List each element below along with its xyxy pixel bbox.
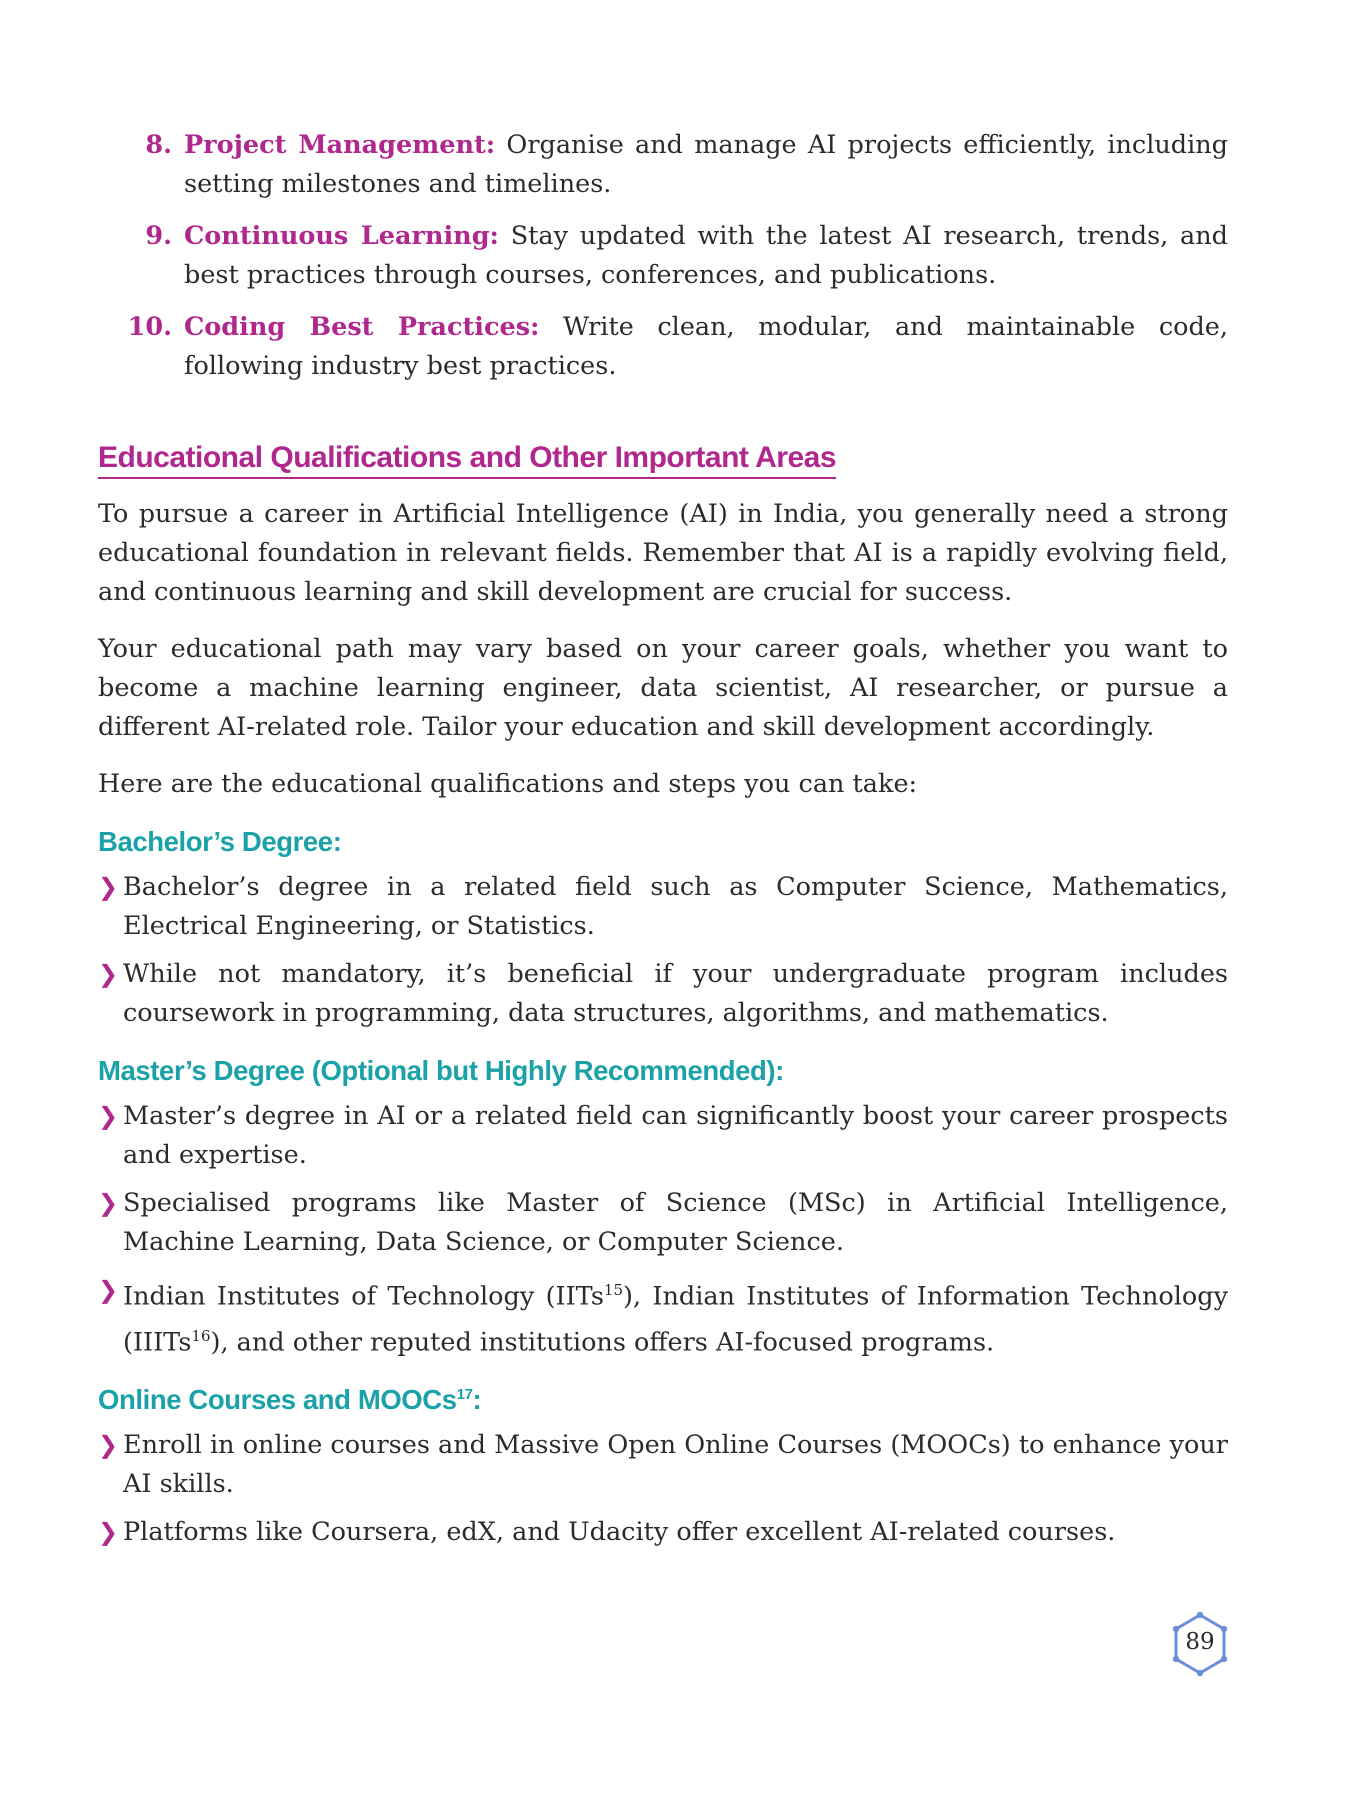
numbered-item (98, 126, 1228, 204)
chevron-right-icon: ❯ (98, 873, 119, 901)
footnote-ref: 17 (456, 1385, 473, 1403)
item-text: Organise and manage AI projects efficiently, including setting milestones and timelines. (184, 130, 1228, 199)
item-term: Continuous Learning: (184, 221, 499, 251)
page-number: 89 (1185, 1629, 1215, 1655)
career-path-paragraph: Your educational path may vary based on your career goals, whether you want to become a machine learning engineer, data scientist, AI researcher, or pursue a different AI-related role. Tailor your education and skill development accordingly. (98, 634, 1228, 742)
item-text: Stay updated with the latest AI research, trends, and best practices through courses, conferences, and publications. (184, 221, 1228, 290)
item-body (184, 217, 1228, 295)
list-item-text: Enroll in online courses and Massive Open Online Courses (MOOCs) to enhance your AI skills. (123, 1430, 1228, 1499)
chevron-right-icon: ❯ (98, 1276, 119, 1304)
item-term: Coding Best Practices: (184, 312, 540, 342)
bachelors-heading: Bachelor’s Degree: (98, 826, 342, 857)
list-item-text: Platforms like Coursera, edX, and Udacity offer excellent AI-related courses. (123, 1517, 1116, 1547)
online-courses-title: Online Courses and MOOCs (98, 1384, 457, 1415)
online-courses-list (98, 1426, 1228, 1552)
item-number: 9. (145, 221, 172, 251)
list-item-text: Master’s degree in AI or a related field can significantly boost your career prospects and expertise. (123, 1101, 1228, 1170)
bachelors-list (98, 868, 1228, 1033)
list-item (98, 868, 1228, 946)
iit-text-2: ), Indian Institutes of Information Technology (IIITs (123, 1281, 1228, 1357)
footnote-ref: 15 (603, 1281, 623, 1299)
item-number: 10. (127, 312, 172, 342)
steps-intro-paragraph: Here are the educational qualifications and steps you can take: (98, 769, 918, 799)
item-text: Write clean, modular, and maintainable code, following industry best practices. (184, 312, 1228, 381)
chevron-right-icon: ❯ (98, 1189, 119, 1217)
online-courses-heading (98, 1384, 1228, 1416)
list-item-text: While not mandatory, it’s beneficial if your undergraduate program includes coursework in programming, data structures, algorithms, and mathematics. (123, 959, 1228, 1028)
masters-heading: Master’s Degree (Optional but Highly Recommended): (98, 1055, 784, 1086)
online-courses-title-suffix: : (472, 1384, 482, 1415)
list-item (98, 1426, 1228, 1504)
item-number: 8. (145, 130, 172, 160)
chevron-right-icon: ❯ (98, 1518, 119, 1546)
chevron-right-icon: ❯ (98, 1102, 119, 1130)
page-number-badge (1171, 1611, 1229, 1677)
list-item (98, 1513, 1228, 1552)
iit-text-3: ), and other reputed institutions offers AI-focused programs. (210, 1327, 995, 1357)
numbered-list (98, 126, 1228, 386)
list-item (98, 1097, 1228, 1175)
intro-paragraph: To pursue a career in Artificial Intelligence (AI) in India, you generally need a strong educational foundation in relevant fields. Remember that AI is a rapidly evolving field, and continuous learning and skill development are crucial for success. (98, 499, 1228, 607)
item-term: Project Management: (184, 130, 496, 160)
list-item-text: Bachelor’s degree in a related field such as Computer Science, Mathematics, Electrical Engineering, or Statistics. (123, 872, 1228, 941)
list-item (98, 955, 1228, 1033)
section-title: Educational Qualifications and Other Important Areas (98, 441, 836, 479)
chevron-right-icon: ❯ (98, 960, 119, 988)
item-body (184, 308, 1228, 386)
list-item-text (123, 1271, 1228, 1362)
list-item (98, 1184, 1228, 1262)
item-body (184, 126, 1228, 204)
list-item-text: Specialised programs like Master of Science (MSc) in Artificial Intelligence, Machine Learning, Data Science, or Computer Science. (123, 1188, 1228, 1257)
numbered-item (98, 217, 1228, 295)
iit-text-1: Indian Institutes of Technology (IITs (123, 1281, 604, 1312)
numbered-item (98, 308, 1228, 386)
footnote-ref: 16 (191, 1326, 211, 1345)
list-item (98, 1271, 1228, 1362)
masters-list (98, 1097, 1228, 1362)
chevron-right-icon: ❯ (98, 1431, 119, 1459)
page-content (98, 126, 1228, 1561)
